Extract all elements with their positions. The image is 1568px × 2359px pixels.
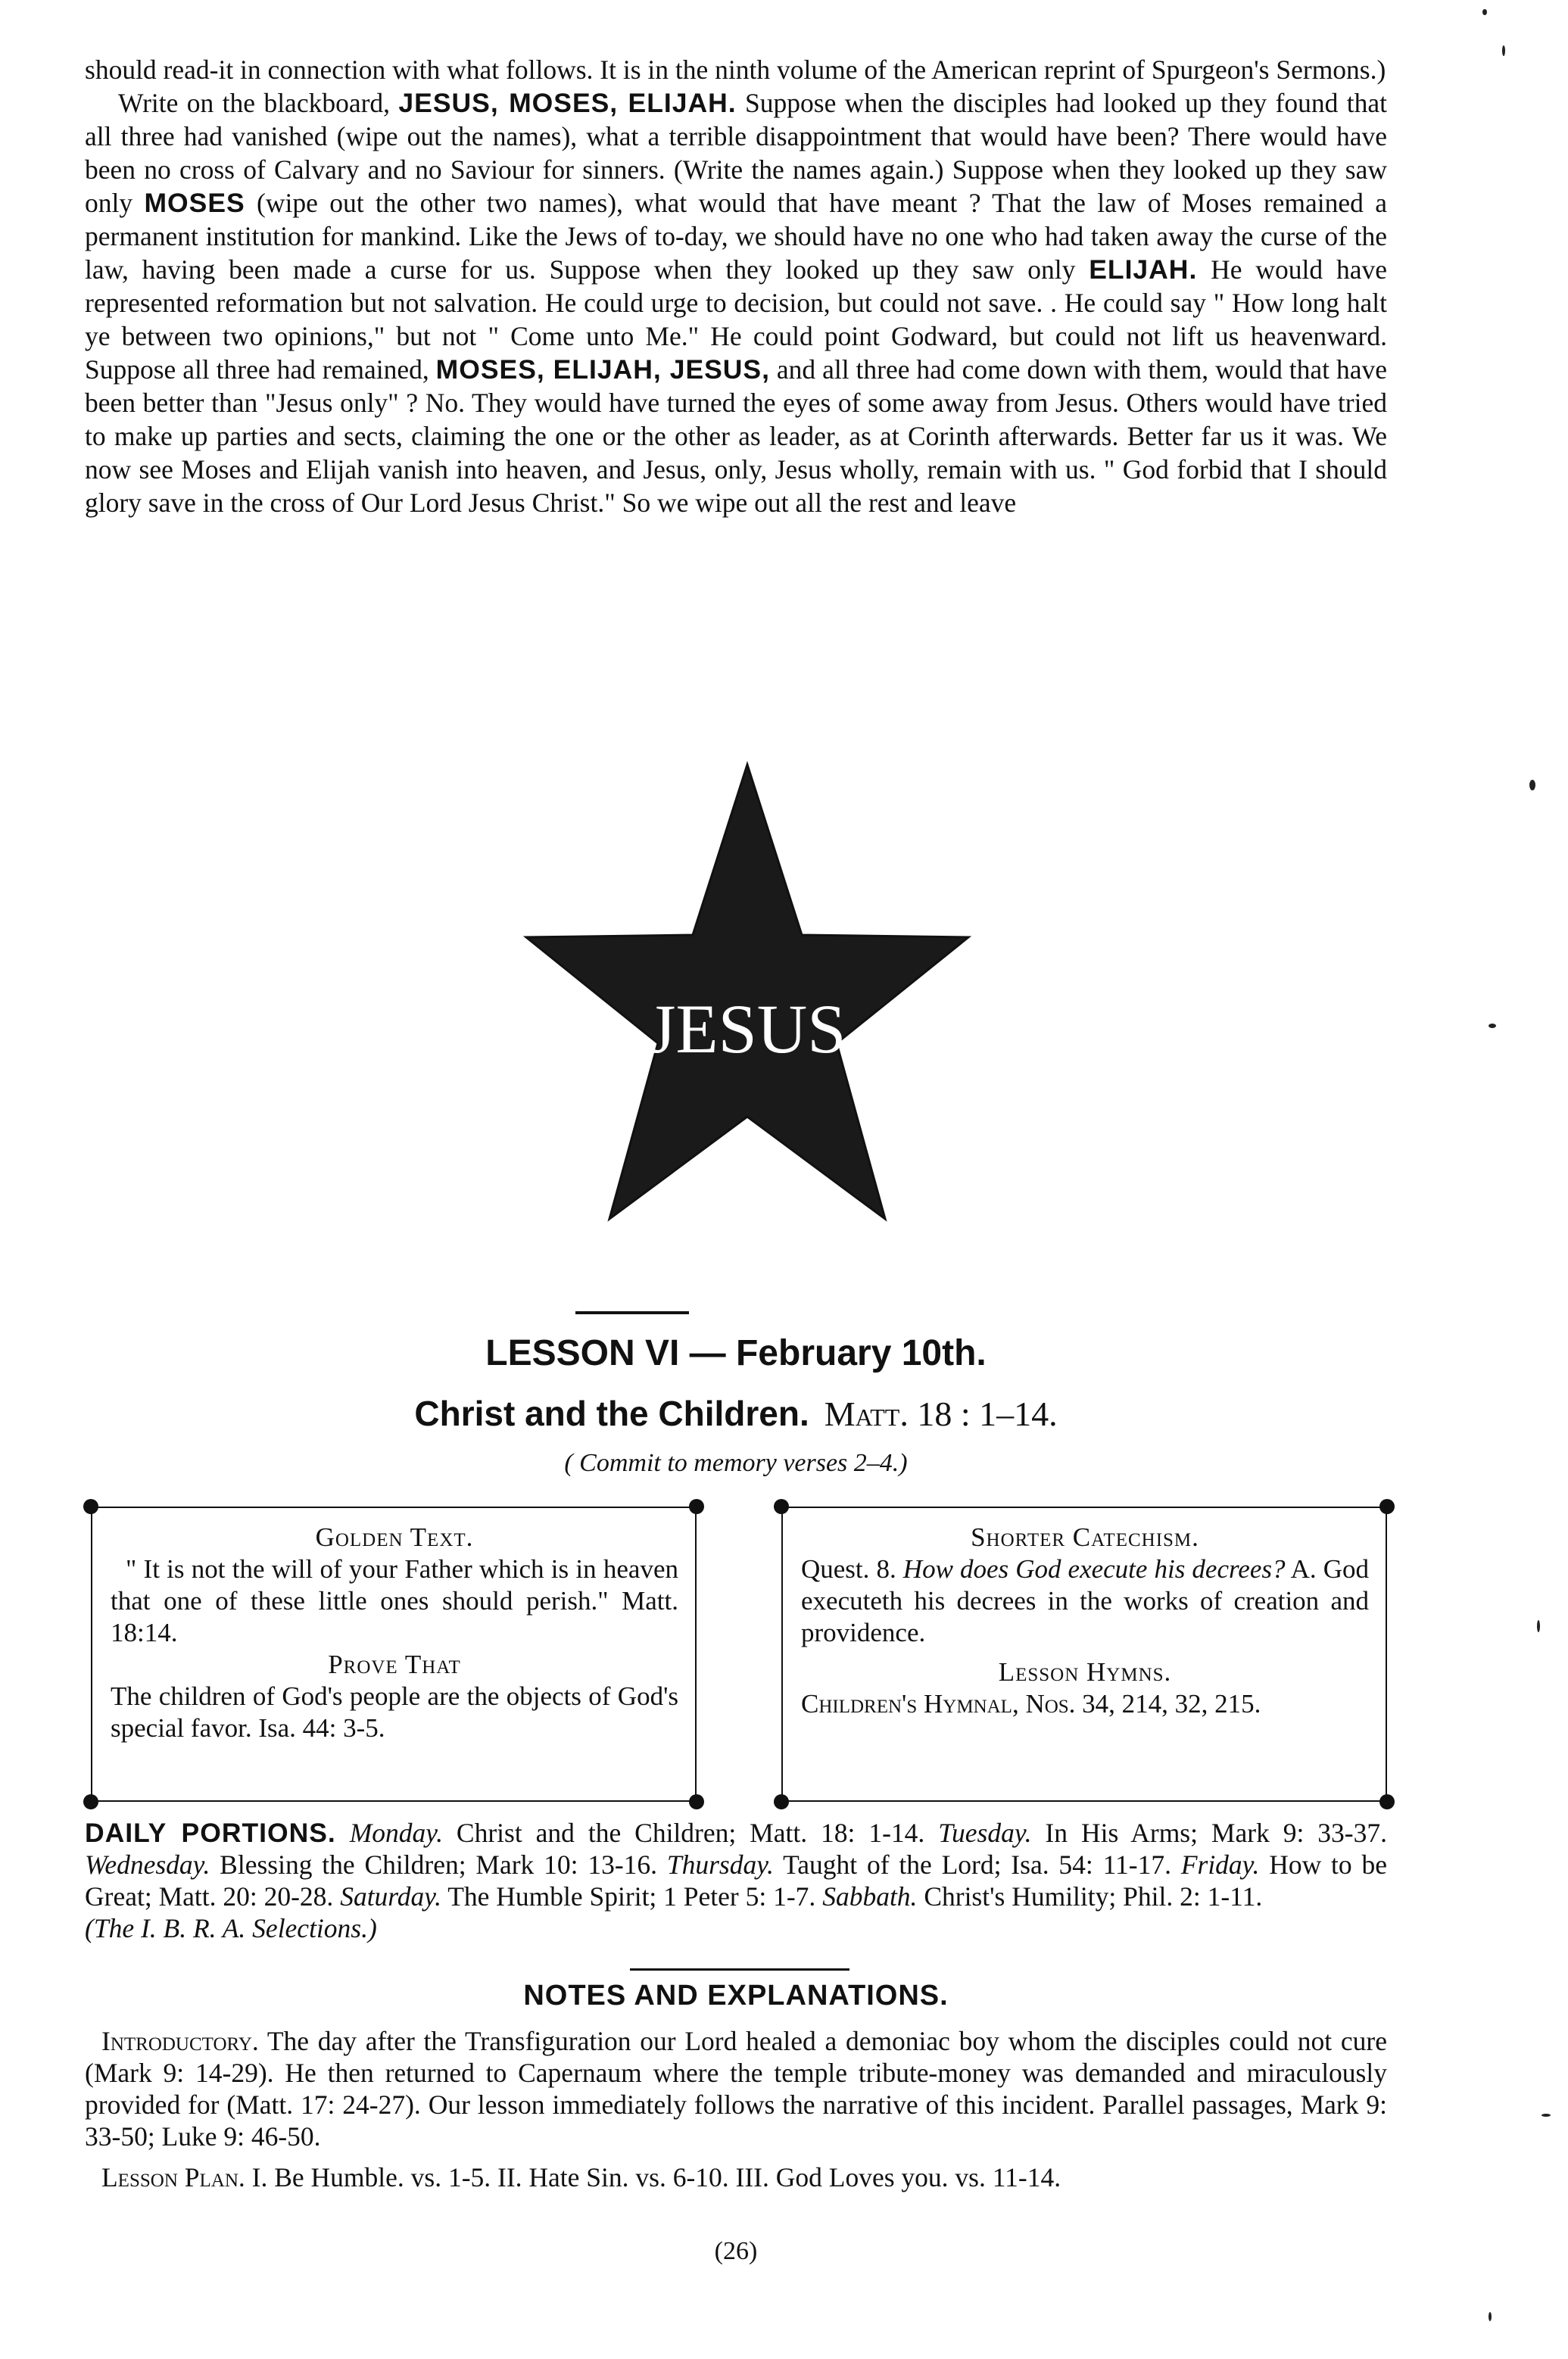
notes-introductory: Introductory. The day after the Transfiguration our Lord healed a demoniac boy whom the disciples could not cure (Mark 9: 14-29). He then returned to Capernaum where the temple tribute-money was demanded and miraculously provided for (Matt. 17: 24-27). Our lesson immediately follows the narrative of this incident. Parallel passages, Mark 9: 33-50; Luke 9: 46-50. — [85, 2026, 1387, 2152]
name-moses: MOSES — [144, 188, 245, 218]
scan-speck — [1502, 45, 1505, 56]
golden-text: " It is not the will of your Father which is in heaven that one of these little ones should perish." Matt. 18:14. — [111, 1554, 678, 1647]
scan-speck — [1489, 2312, 1492, 2321]
scan-speck — [1482, 9, 1487, 15]
ornament-icon — [689, 1499, 704, 1514]
scan-speck — [1529, 780, 1535, 790]
catechism-heading: Shorter Catechism. — [971, 1522, 1199, 1552]
selections-note: (The I. B. R. A. Selections.) — [85, 1913, 377, 1943]
ornament-icon — [1379, 1794, 1395, 1809]
intro-paragraph-1: should read-it in connection with what follows. It is in the ninth volume of the American reprint of Spurgeon's Sermons.) — [85, 55, 1386, 85]
catechism-text: Quest. 8. How does God execute his decrees? A. God executeth his decrees in the works of creation and providence. — [801, 1554, 1370, 1647]
scan-speck — [1489, 1024, 1496, 1028]
intro-text — [85, 53, 1387, 519]
hymns-heading: Lesson Hymns. — [998, 1657, 1172, 1687]
star-illustration — [520, 749, 974, 1249]
divider-mid — [630, 1968, 849, 1971]
notes-title: NOTES AND EXPLANATIONS. — [523, 1980, 949, 2012]
ornament-icon — [774, 1499, 789, 1514]
hymns-text: Children's Hymnal, Nos. 34, 214, 32, 215. — [801, 1689, 1261, 1719]
page — [85, 53, 1387, 2265]
name-elijah: ELIJAH. — [1089, 254, 1198, 285]
lesson-subtitle: Christ and the Children. Matt. 18 : 1–14. — [414, 1394, 1058, 1433]
lesson-title: LESSON VI — February 10th. — [485, 1333, 987, 1373]
star-label: JESUS — [648, 990, 846, 1067]
catechism-box — [781, 1507, 1387, 1802]
golden-text-heading: Golden Text. — [315, 1522, 474, 1552]
lesson-reference: Matt. 18 : 1–14. — [824, 1395, 1058, 1433]
ornament-icon — [689, 1794, 704, 1809]
names-all: JESUS, MOSES, ELIJAH. — [398, 88, 737, 118]
prove-that-text: The children of God's people are the objects of God's special favor. Isa. 44: 3-5. — [111, 1681, 678, 1743]
ornament-icon — [83, 1794, 98, 1809]
ornament-icon — [83, 1499, 98, 1514]
ornament-icon — [774, 1794, 789, 1809]
prove-that-heading: Prove That — [328, 1650, 461, 1679]
commit-memory: ( Commit to memory verses 2–4.) — [564, 1449, 908, 1477]
page-number: (26) — [714, 2237, 758, 2265]
ornament-icon — [1379, 1499, 1395, 1514]
star-icon — [520, 749, 974, 1249]
names-all-second: MOSES, ELIJAH, JESUS, — [435, 354, 770, 385]
daily-portions: DAILY PORTIONS. Monday. Christ and the Children; Matt. 18: 1-14. Tuesday. In His Arms; Mark 9: 33-37. Wednesday. Blessing the Children; Mark 10: 13-16. Thursday. Taught of the Lord; Isa. 54: 11-17. Friday. How to be Great; Matt. 20: 20-28. Saturday. The Humble Spirit; 1 Peter 5: 1-7. Sabbath. Christ's Humility; Phil. 2: 1-11. (The I. B. R. A. Selections.) — [85, 1818, 1387, 1943]
golden-text-box — [91, 1507, 697, 1802]
daily-portions-label: DAILY PORTIONS. — [85, 1818, 336, 1848]
scan-speck — [1537, 1620, 1540, 1632]
scan-speck — [1542, 2114, 1551, 2117]
notes-body — [85, 2025, 1387, 2202]
divider-short — [575, 1311, 689, 1314]
notes-lesson-plan: Lesson Plan. I. Be Humble. vs. 1-5. II. Hate Sin. vs. 6-10. III. God Loves you. vs. 11-14. — [101, 2162, 1061, 2192]
intro-paragraph-2: Write on the blackboard, JESUS, MOSES, ELIJAH. Suppose when the disciples had looked up they found that all three had vanished (wipe out the names), what a terrible disappointment that would have been? There would have been no cross of Calvary and no Saviour for sinners. (Write the names again.) Suppose when they looked up they saw only MOSES (wipe out the other two names), what would that have meant ? That the law of Moses remained a permanent institution for mankind. Like the Jews of to-day, we should have no one who had taken away the curse of the law, having been made a curse for us. Suppose when they looked up they saw only ELIJAH. He would have represented reformation but not salvation. He could urge to decision, but could not save. . He could say " How long halt ye between two opinions," but not " Come unto Me." He could point Godward, but could not lift us heavenward. Suppose all three had remained, MOSES, ELIJAH, JESUS, and all three had come down with them, would that have been better than "Jesus only" ? No. They would have turned the eyes of some away from Jesus. Others would have tried to make up parties and sects, claiming the one or the other as leader, as at Corinth afterwards. Better far us it was. We now see Moses and Elijah vanish into heaven, and Jesus, only, Jesus wholly, remain with us. " God forbid that I should glory save in the cross of Our Lord Jesus Christ." So we wipe out all the rest and leave — [85, 88, 1387, 518]
